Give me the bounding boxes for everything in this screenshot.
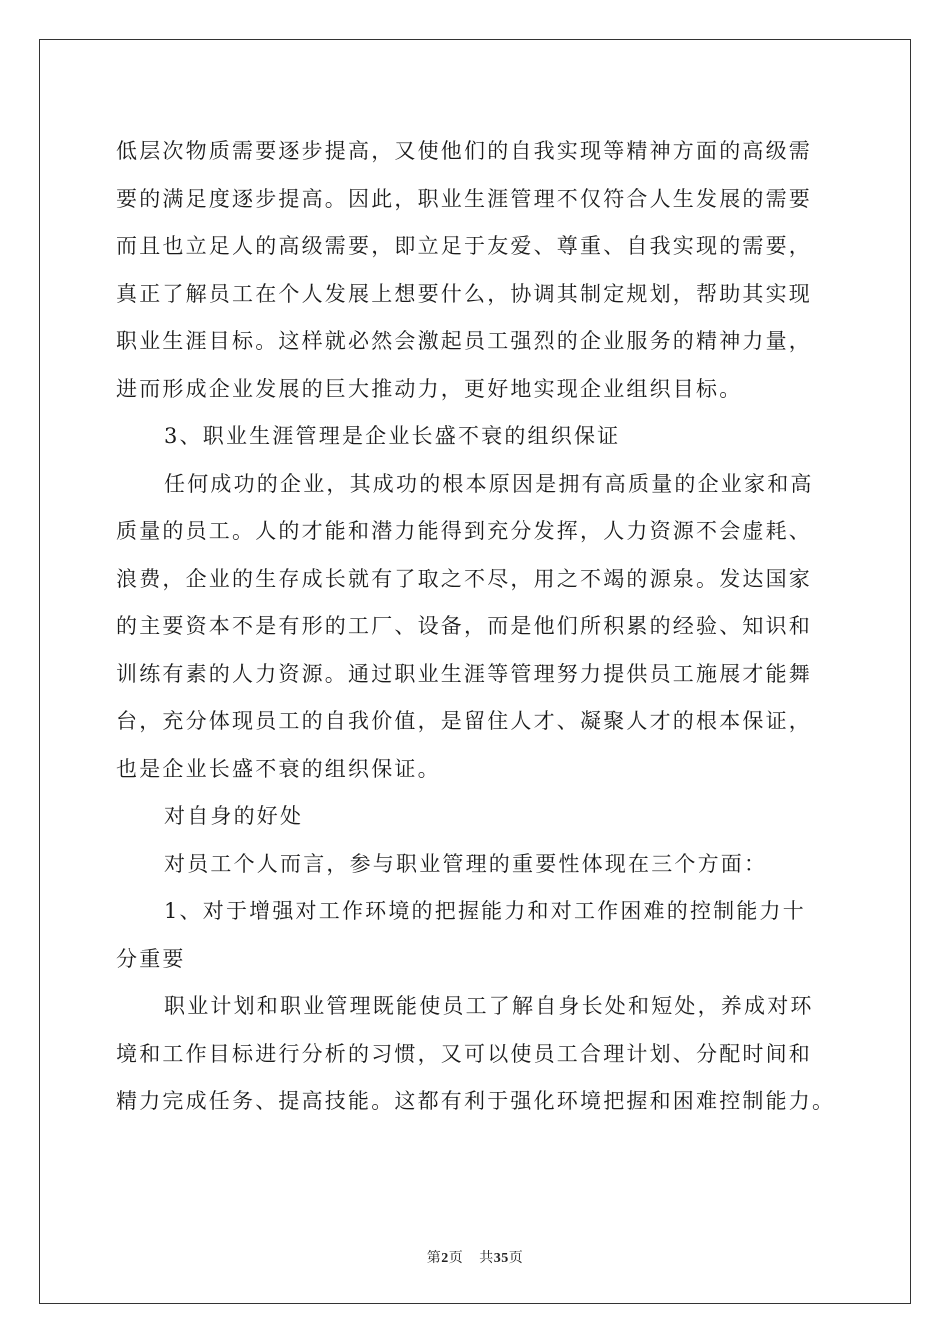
- text-line: 境和工作目标进行分析的习惯，又可以使员工合理计划、分配时间和: [116, 1041, 812, 1066]
- text-line: 浪费，企业的生存成长就有了取之不尽，用之不竭的源泉。发达国家: [116, 566, 812, 591]
- text-line: 任何成功的企业，其成功的根本原因是拥有高质量的企业家和高: [164, 471, 814, 496]
- footer-total-unit: 页: [508, 1250, 524, 1266]
- text-line: 对员工个人而言，参与职业管理的重要性体现在三个方面：: [164, 851, 768, 876]
- text-line: 职业计划和职业管理既能使员工了解自身长处和短处，养成对环: [164, 994, 814, 1018]
- footer-prefix: 第: [426, 1250, 442, 1266]
- text-line: 1、对于增强对工作环境的把握能力和对工作困难的控制能力十: [164, 899, 806, 923]
- text-line: 职业生涯目标。这样就必然会激起员工强烈的企业服务的精神力量，: [116, 329, 812, 353]
- footer-total-prefix: 共: [479, 1250, 494, 1266]
- text-line: 要的满足度逐步提高。因此，职业生涯管理不仅符合人生发展的需要: [116, 186, 812, 211]
- text-line: 3、职业生涯管理是企业长盛不衰的组织保证: [164, 424, 621, 448]
- footer-page-unit: 页: [448, 1250, 464, 1266]
- text-line: 质量的员工。人的才能和潜力能得到充分发挥，人力资源不会虚耗、: [116, 519, 812, 543]
- text-line: 分重要: [116, 946, 186, 971]
- text-line: 而且也立足人的高级需要，即立足于友爱、尊重、自我实现的需要，: [116, 234, 812, 258]
- text-line: 低层次物质需要逐步提高，又使他们的自我实现等精神方面的高级需: [116, 139, 812, 163]
- text-line: 真正了解员工在个人发展上想要什么，协调其制定规划，帮助其实现: [116, 281, 812, 306]
- text-line: 精力完成任务、提高技能。这都有利于强化环境把握和困难控制能力。: [116, 1089, 836, 1113]
- page-footer: [0, 1247, 950, 1267]
- text-line: 的主要资本不是有形的工厂、设备，而是他们所积累的经验、知识和: [116, 614, 812, 638]
- footer-total-pages: 35: [493, 1251, 509, 1266]
- document-body: [116, 128, 846, 1126]
- footer-page-number: 2: [441, 1251, 449, 1266]
- text-line: 对自身的好处: [164, 804, 304, 828]
- text-line: 台，充分体现员工的自我价值，是留住人才、凝聚人才的根本保证，: [116, 709, 812, 733]
- text-line: 也是企业长盛不衰的组织保证。: [116, 756, 441, 781]
- text-line: 训练有素的人力资源。通过职业生涯等管理努力提供员工施展才能舞: [116, 661, 812, 686]
- text-line: 进而形成企业发展的巨大推动力，更好地实现企业组织目标。: [116, 376, 743, 401]
